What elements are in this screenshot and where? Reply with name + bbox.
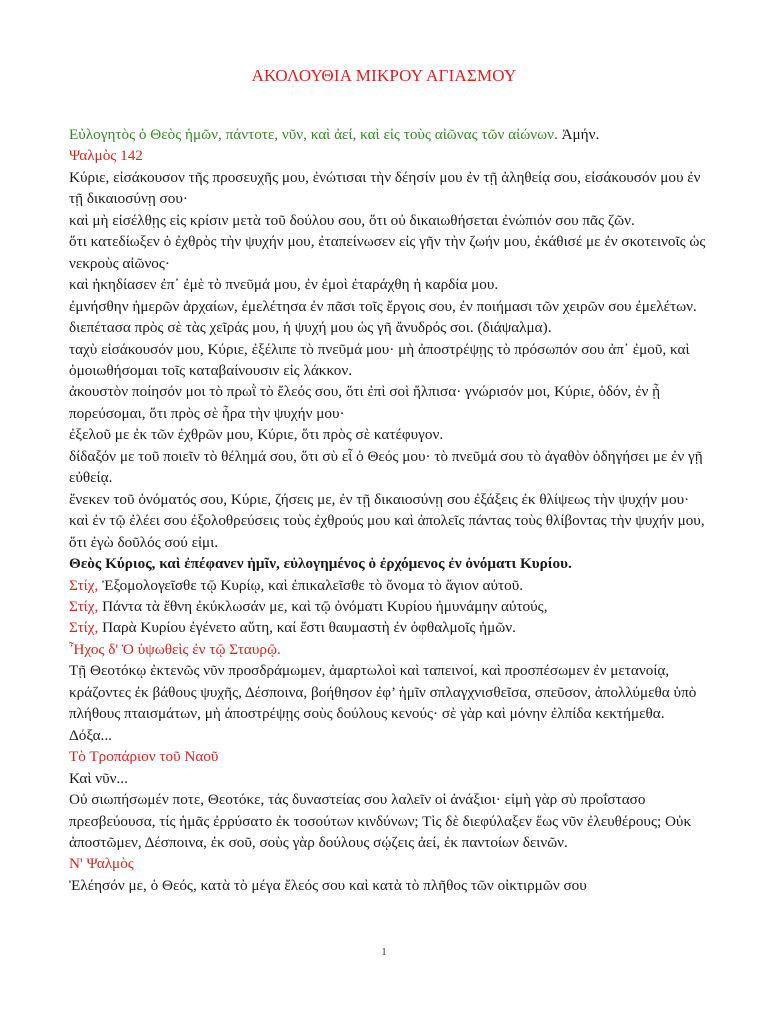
psalm-verse: δίδαξόν με τοῦ ποιεῖν τὸ θέλημά σου, ὅτι σὺ εἶ ὁ Θεός μου· τὸ πνεῦμά σου τὸ ἀγαθὸν ὁδηγήσει με ἐν γῇ εὐθείᾳ. — [69, 447, 703, 487]
page-number: 1 — [381, 946, 387, 958]
theos-kyrios-line: Θεὸς Κύριος, καὶ ἐπέφανεν ἡμῖν, εὐλογημένος ὁ ἐρχόμενος ἐν ὀνόματι Κυρίου. — [69, 555, 572, 573]
psalm-verse: διεπέτασα πρὸς σὲ τὰς χεῖράς μου, ἡ ψυχή μου ὡς γῆ ἄνυδρός σοι. (διάψαλμα). — [69, 319, 552, 337]
troparion-text: Οὐ σιωπήσωμέν ποτε, Θεοτόκε, τάς δυναστείας σου λαλεῖν οἱ ἀνάξιοι· εἰμὴ γὰρ σὺ προΐστασο πρεσβεύουσα, τίς ἡμᾶς ἐρρύσατο ἐκ τοσούτων κινδύνων; Τὶς δὲ διεφύλαξεν ἕως νῦν ἐλευθέρους; Οὐκ ἀποστῶμεν, Δέσποινα, ἐκ σοῦ, σοὺς γὰρ δούλους σῴζεις ἀεί, ἐκ παντοίων δεινῶν. — [69, 791, 692, 851]
psalm-verse: ὅτι κατεδίωξεν ὁ ἐχθρὸς τὴν ψυχήν μου, ἐταπείνωσεν εἰς γῆν τὴν ζωήν μου, ἐκάθισέ με ἐν σκοτεινοῖς ὡς νεκροὺς αἰῶνος· — [69, 233, 706, 272]
psalm-verse: ἐξελοῦ με ἐκ τῶν ἐχθρῶν μου, Κύριε, ὅτι πρὸς σὲ κατέφυγον. — [69, 426, 444, 444]
opening-blessing — [69, 124, 709, 145]
document-body — [69, 124, 709, 896]
psalm-50-heading: Ν' Ψαλμὸς — [69, 855, 134, 873]
psalm-verse: ταχὺ εἰσάκουσόν μου, Κύριε, ἐξέλιπε τὸ πνεῦμά μου· μὴ ἀποστρέψῃς τὸ πρόσωπόν σου ἀπ᾽ ἐμοῦ, καὶ ὁμοιωθήσομαι τοῖς καταβαίνουσιν εἰς λάκκον. — [69, 340, 690, 379]
blessing-text: Εὐλογητὸς ὁ Θεὸς ἡμῶν, πάντοτε, νῦν, καὶ ἀεί, καὶ εἰς τοὺς αἰῶνας τῶν αἰώνων. — [69, 126, 558, 143]
psalm-142-heading: Ψαλμὸς 142 — [69, 147, 143, 165]
kai-nyn-line: Καὶ νῦν... — [69, 769, 128, 787]
stichos-line — [69, 575, 709, 596]
tone-heading: Ἦχος δ' Ὁ ὑψωθεὶς ἐν τῷ Σταυρῷ. — [69, 640, 281, 658]
psalm-50-first-line: Ἐλέησόν με, ὁ Θεός, κατὰ τὸ μέγα ἔλεός σου καὶ κατὰ τὸ πλῆθος τῶν οἰκτιρμῶν σου — [69, 876, 587, 894]
stichos-label: Στίχ, — [69, 576, 99, 594]
psalm-verse: καὶ μὴ εἰσέλθῃς εἰς κρίσιν μετὰ τοῦ δούλου σου, ὅτι οὐ δικαιωθήσεται ἐνώπιόν σου πᾶς ζῶν. — [69, 211, 635, 229]
tone-hymn: Τῇ Θεοτόκῳ ἐκτενῶς νῦν προσδράμωμεν, ἁμαρτωλοὶ καὶ ταπεινοί, καὶ προσπέσωμεν ἐν μετανοίᾳ, κράζοντες ἐκ βάθους ψυχῆς, Δέσποινα, βοήθησον ἐφ’ ἡμῖν σπλαγχνισθεῖσα, σπεῦσον, ἀπολλύμεθα ὑπὸ πλήθους πταισμάτων, μὴ ἀποστρέψῃς σοὺς δούλους κενούς· σὲ γὰρ καὶ μόνην ἐλπίδα κεκτήμεθα. — [69, 662, 697, 723]
document-title: ΑΚΟΛΟΥΘΙΑ ΜΙΚΡΟΥ ΑΓΙΑΣΜΟΥ — [251, 66, 517, 85]
psalm-verse: καὶ ἠκηδίασεν ἐπ᾽ ἐμὲ τὸ πνεῦμά μου, ἐν ἐμοὶ ἐταράχθη ἡ καρδία μου. — [69, 276, 499, 294]
stichos-line — [69, 617, 709, 638]
stichos-label: Στίχ, — [69, 597, 99, 615]
amen-text: Ἀμήν. — [557, 126, 600, 143]
stichos-text: Παρὰ Κυρίου ἐγένετο αὕτη, καί ἔστι θαυμαστὴ ἐν ὀφθαλμοῖς ἡμῶν. — [98, 619, 516, 637]
psalm-verse: Κύριε, εἰσάκουσον τῆς προσευχῆς μου, ἐνώτισαι τὴν δέησίν μου ἐν τῇ ἀληθείᾳ σου, εἰσάκουσόν μου ἐν τῇ δικαιοσύνῃ σου· — [69, 168, 701, 208]
psalm-verse: ἐμνήσθην ἡμερῶν ἀρχαίων, ἐμελέτησα ἐν πᾶσι τοῖς ἔργοις σου, ἐν ποιήμασι τῶν χειρῶν σου ἐμελέτων. — [69, 297, 697, 315]
stichos-line — [69, 596, 709, 617]
troparion-heading: Τὸ Τροπάριον τοῦ Ναοῦ — [69, 748, 219, 766]
psalm-verse: καὶ ἐν τῷ ἐλέει σου ἐξολοθρεύσεις τοὺς ἐχθρούς μου καὶ ἀπολεῖς πάντας τοὺς θλίβοντας τὴν ψυχήν μου, ὅτι ἐγὼ δοῦλός σού εἰμι. — [69, 512, 705, 551]
stichos-text: Πάντα τὰ ἔθνη ἐκύκλωσάν με, καὶ τῷ ὀνόματι Κυρίου ἠμυνάμην αὐτούς, — [98, 597, 548, 615]
stichos-text: Ἐξομολογεῖσθε τῷ Κυρίῳ, καὶ ἐπικαλεῖσθε τὸ ὄνομα τὸ ἅγιον αὐτοῦ. — [98, 576, 524, 594]
psalm-verse: ἕνεκεν τοῦ ὀνόματός σου, Κύριε, ζήσεις με, ἐν τῇ δικαιοσύνῃ σου ἐξάξεις ἐκ θλίψεως τὴν ψυχήν μου· — [69, 490, 690, 508]
doxa-line: Δόξα... — [69, 726, 112, 744]
psalm-verse: ἀκουστὸν ποίησόν μοι τὸ πρωῒ τὸ ἔλεός σου, ὅτι ἐπὶ σοὶ ἤλπισα· γνώρισόν μοι, Κύριε, ὁδόν, ἐν ᾗ πορεύσομαι, ὅτι πρὸς σὲ ἦρα τὴν ψυχήν μου· — [69, 383, 661, 422]
stichos-label: Στίχ, — [69, 619, 99, 637]
